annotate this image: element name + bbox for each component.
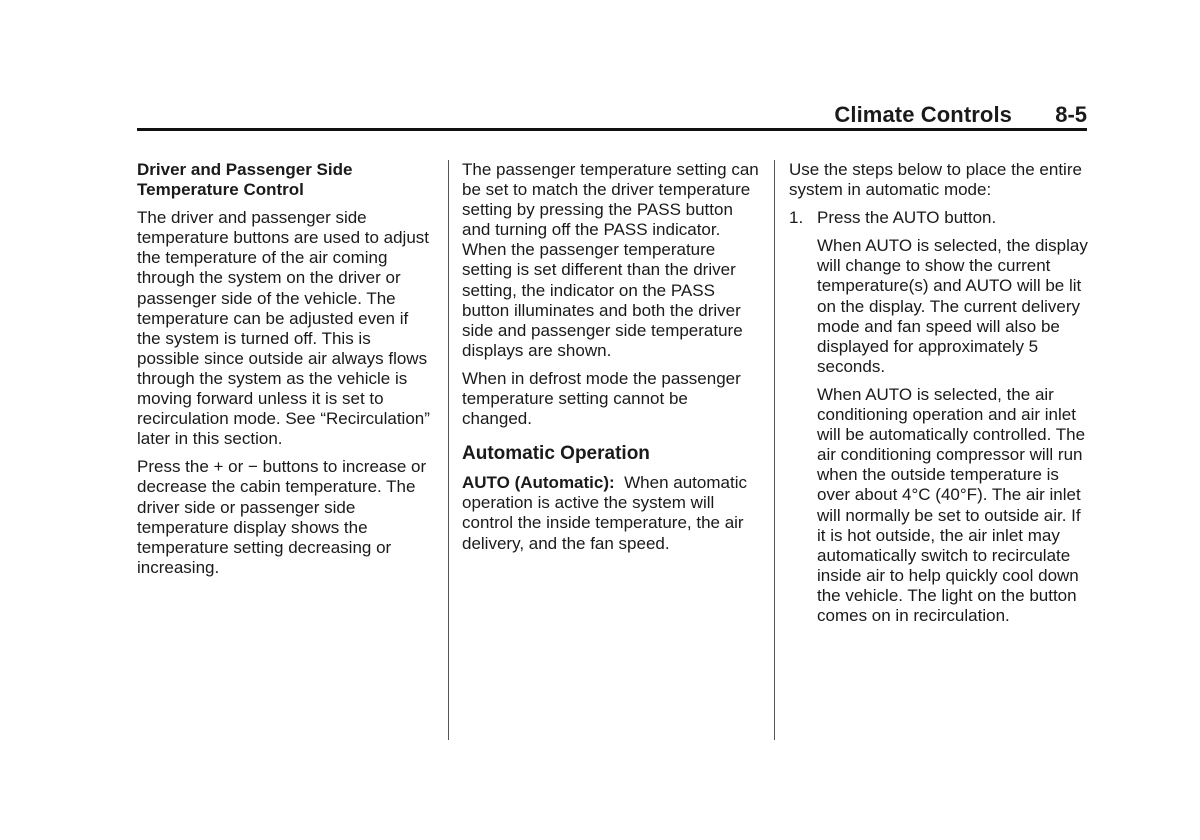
subsection-heading: Driver and Passenger Side Temperature Control (137, 160, 353, 200)
section-heading: Automatic Operation (462, 443, 650, 465)
term-definition: When automatic operation is active the system will control the inside temperature, the air delivery, and the fan speed. (462, 473, 747, 553)
paragraph: When AUTO is selected, the display will change to show the current temperature(s) and AUTO will be lit on the display. The current delivery mode and fan speed will also be displayed for approximately 5 seconds. (817, 236, 1088, 376)
column-divider (448, 160, 449, 740)
list-item (789, 208, 1089, 228)
paragraph (462, 473, 762, 553)
section-title: Climate Controls (834, 102, 1012, 127)
paragraph: The driver and passenger side temperature buttons are used to adjust the temperature of the air coming through the system on the driver or passenger side of the vehicle. The temperature can be adjusted even if the system is turned off. This is possible since outside air always flows through the system as the vehicle is moving forward unless it is set to recirculation mode. See “Recirculation” later in this section. (137, 208, 430, 449)
page-header (137, 100, 1087, 130)
paragraph: Use the steps below to place the entire system in automatic mode: (789, 160, 1082, 200)
column-3 (789, 160, 1089, 634)
paragraph: When AUTO is selected, the air conditioning operation and air inlet will be automatically controlled. The air conditioning compressor will run when the outside temperature is over about 4°C (40°F). The air inlet will normally be set to outside air. If it is hot outside, the air inlet may automatically switch to recirculate inside air to help quickly cool down the vehicle. The light on the button comes on in recirculation. (817, 384, 1086, 625)
page-number: 8-5 (1055, 102, 1087, 127)
paragraph: When in defrost mode the passenger temperature setting cannot be changed. (462, 368, 741, 429)
header-divider (137, 128, 1087, 131)
column-1 (137, 160, 433, 586)
paragraph: Press the + or − buttons to increase or decrease the cabin temperature. The driver side or passenger side temperature display shows the temperature setting decreasing or increasing. (137, 457, 427, 577)
list-text: Press the AUTO button. (817, 208, 997, 228)
paragraph: The passenger temperature setting can be set to match the driver temperature setting by pressing the PASS button and turning off the PASS indicator. When the passenger temperature setting is set different than the driver setting, the indicator on the PASS button illuminates and both the driver side and passenger side temperature displays are shown. (462, 160, 759, 360)
column-divider (774, 160, 775, 740)
column-2 (462, 160, 762, 562)
term-label: AUTO (Automatic): (462, 473, 615, 493)
list-number: 1. (789, 208, 804, 228)
